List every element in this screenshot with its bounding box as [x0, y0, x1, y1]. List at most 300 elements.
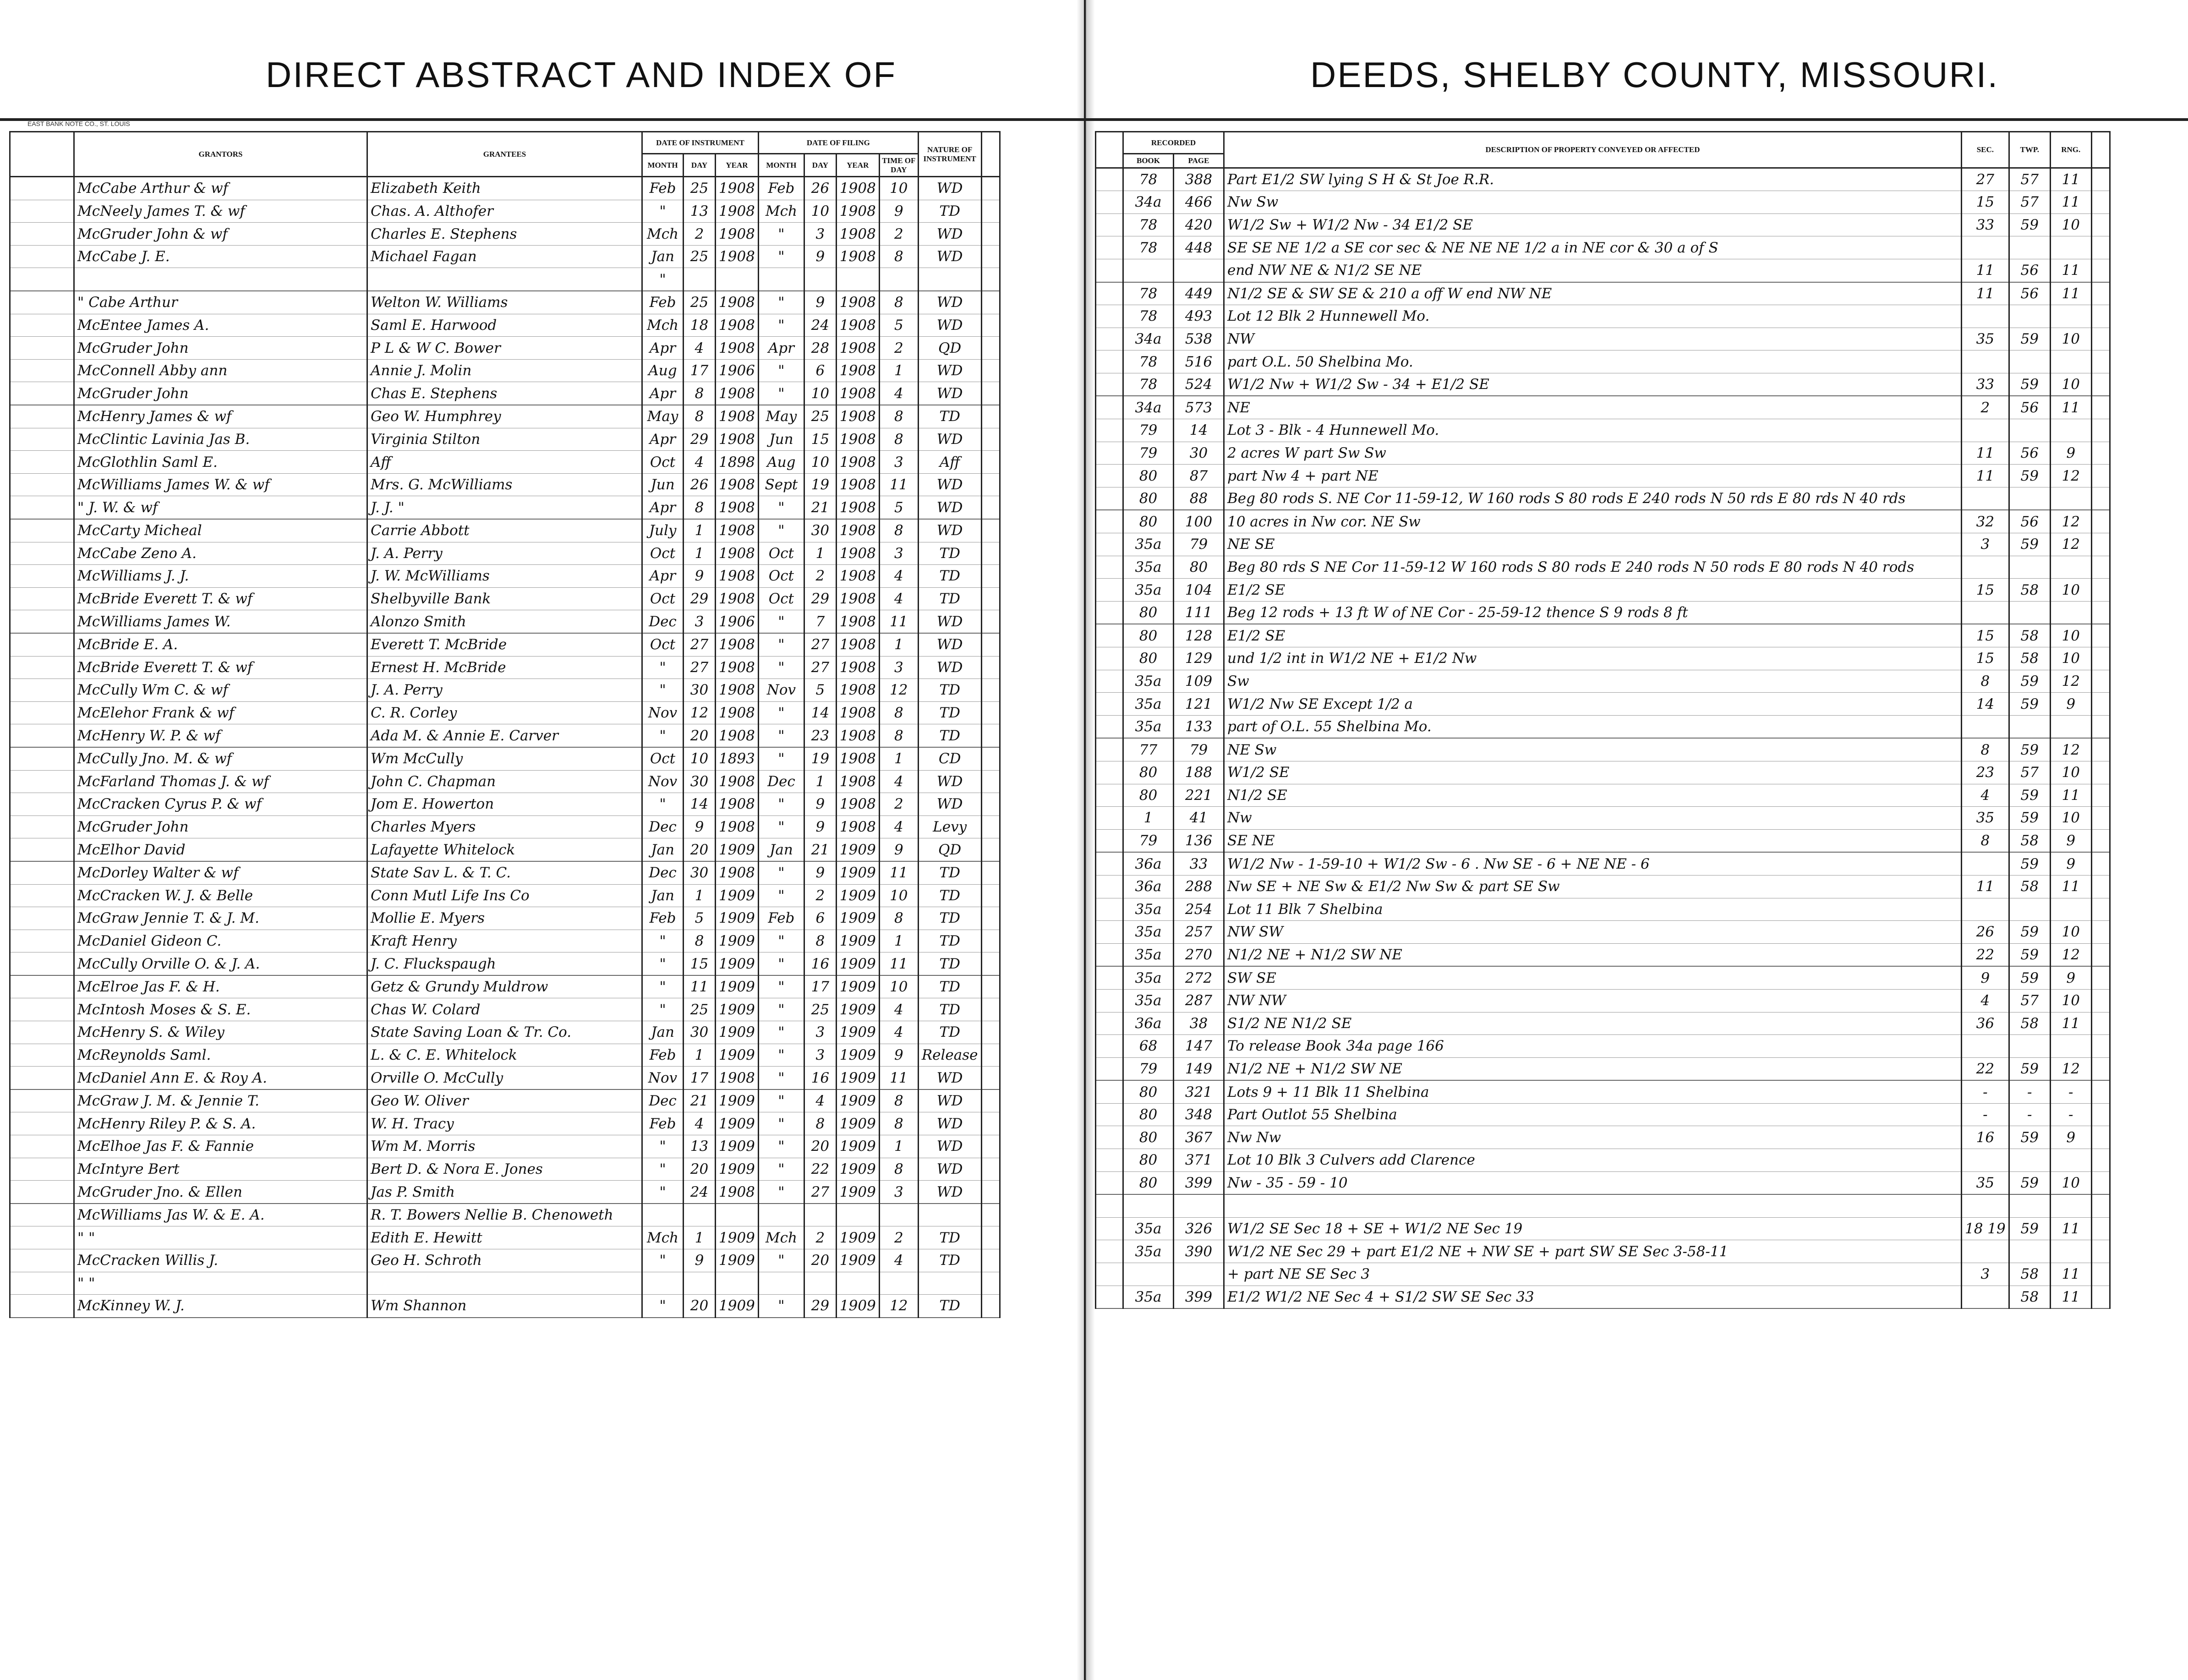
inst-day-cell: 14	[684, 793, 716, 816]
grantor-cell: McCarty Micheal	[74, 519, 367, 542]
filing-day-cell: 27	[804, 1181, 836, 1204]
margin-cell	[10, 565, 74, 588]
filing-month-cell: "	[758, 952, 804, 975]
spacer-cell	[981, 1181, 1000, 1204]
filing-year-cell: 1909	[836, 907, 879, 930]
twp-cell: 59	[2009, 465, 2050, 487]
description-cell: Lot 12 Blk 2 Hunnewell Mo.	[1224, 305, 1962, 328]
page-cell: 524	[1174, 373, 1224, 396]
filing-day-cell: 26	[804, 177, 836, 200]
rng-cell: 11	[2050, 875, 2091, 898]
spacer-cell	[981, 268, 1000, 291]
ledger-row	[1096, 601, 2110, 624]
rng-cell	[2050, 305, 2091, 328]
twp-cell: 59	[2009, 943, 2050, 966]
inst-year-cell: 1909	[716, 1089, 759, 1112]
page-cell	[1174, 1194, 1224, 1217]
inst-month-cell: Oct	[642, 451, 684, 474]
grantor-cell: McWilliams James W. & wf	[74, 473, 367, 496]
grantee-cell: Charles Myers	[367, 815, 642, 838]
filing-year-cell: 1908	[836, 177, 879, 200]
twp-cell: 59	[2009, 373, 2050, 396]
sec-cell	[1962, 601, 2009, 624]
grantor-cell: McCracken Cyrus P. & wf	[74, 793, 367, 816]
book-cell: 68	[1123, 1035, 1174, 1058]
filing-time-cell: 2	[879, 793, 918, 816]
inst-month-cell: "	[642, 793, 684, 816]
rng-cell: 11	[2050, 1217, 2091, 1240]
book-cell: 78	[1123, 282, 1174, 305]
book-header: BOOK	[1123, 154, 1174, 168]
spacer-cell	[981, 451, 1000, 474]
sec-cell: -	[1962, 1103, 2009, 1126]
nature-cell: Release	[918, 1044, 981, 1067]
book-cell: 80	[1123, 624, 1174, 647]
grantee-cell: Michael Fagan	[367, 245, 642, 268]
inst-day-cell: 27	[684, 633, 716, 656]
description-cell: N1/2 NE + N1/2 SW NE	[1224, 943, 1962, 966]
description-cell: Beg 80 rods S. NE Cor 11-59-12, W 160 rods S 80 rods E 240 rods N 50 rds E 80 rds N 40 rds	[1224, 487, 1962, 510]
spacer-cell	[981, 1249, 1000, 1272]
ledger-row	[1096, 966, 2110, 989]
printer-mark: EAST BANK NOTE CO., ST. LOUIS	[27, 120, 130, 127]
spacer-cell	[2091, 236, 2110, 259]
filing-year-cell: 1908	[836, 496, 879, 519]
book-cell: 80	[1123, 761, 1174, 784]
filing-month-cell: Nov	[758, 679, 804, 702]
rng-cell: 11	[2050, 191, 2091, 214]
ledger-row	[1096, 1035, 2110, 1058]
grantee-cell: Elizabeth Keith	[367, 177, 642, 200]
left-page-title: DIRECT ABSTRACT AND INDEX OF	[266, 55, 897, 95]
margin-cell	[1096, 350, 1123, 373]
filing-time-cell: 8	[879, 724, 918, 747]
margin-col-header	[10, 132, 74, 177]
inst-month-cell	[642, 1272, 684, 1295]
inst-month-cell: Feb	[642, 907, 684, 930]
margin-cell	[1096, 784, 1123, 807]
filing-day-cell: 17	[804, 975, 836, 998]
margin-cell	[10, 473, 74, 496]
grantee-cell: Wm McCully	[367, 747, 642, 770]
book-cell: 80	[1123, 1126, 1174, 1149]
nature-cell: WD	[918, 496, 981, 519]
grantor-cell: McGruder Jno. & Ellen	[74, 1181, 367, 1204]
nature-cell: TD	[918, 724, 981, 747]
sec-cell: 3	[1962, 533, 2009, 556]
margin-cell	[1096, 487, 1123, 510]
rng-cell	[2050, 601, 2091, 624]
filing-month-cell: "	[758, 861, 804, 884]
filing-time-cell: 8	[879, 291, 918, 314]
ledger-row	[10, 747, 1000, 770]
ledger-row	[1096, 259, 2110, 282]
grantor-cell: McGruder John	[74, 382, 367, 405]
grantee-cell: J. J. "	[367, 496, 642, 519]
filing-year-cell: 1908	[836, 223, 879, 246]
book-cell: 79	[1123, 442, 1174, 465]
rng-cell: 12	[2050, 1057, 2091, 1080]
twp-cell: 58	[2009, 1012, 2050, 1035]
book-cell: 78	[1123, 213, 1174, 236]
filing-day-cell: 29	[804, 587, 836, 610]
margin-cell	[1096, 852, 1123, 875]
filing-day-cell: 9	[804, 291, 836, 314]
inst-day-cell	[684, 1272, 716, 1295]
margin-cell	[10, 952, 74, 975]
sec-cell: 22	[1962, 1057, 2009, 1080]
twp-cell	[2009, 487, 2050, 510]
description-cell: W1/2 Nw + W1/2 Sw - 34 + E1/2 SE	[1224, 373, 1962, 396]
ledger-row	[10, 1135, 1000, 1158]
filing-time-cell: 10	[879, 884, 918, 907]
spacer-cell	[981, 815, 1000, 838]
ledger-row	[10, 633, 1000, 656]
filing-year-cell: 1908	[836, 815, 879, 838]
twp-cell: 57	[2009, 989, 2050, 1012]
inst-day-header: DAY	[684, 154, 716, 177]
spacer-cell	[981, 200, 1000, 223]
filing-month-cell: Jan	[758, 838, 804, 861]
inst-year-cell: 1908	[716, 496, 759, 519]
spacer-cell	[2091, 784, 2110, 807]
book-cell: 35a	[1123, 715, 1174, 738]
filing-day-cell: 3	[804, 223, 836, 246]
filing-time-cell: 3	[879, 451, 918, 474]
inst-day-cell: 4	[684, 451, 716, 474]
inst-month-cell: Apr	[642, 337, 684, 360]
sec-cell: 9	[1962, 966, 2009, 989]
book-cell: 80	[1123, 1171, 1174, 1194]
book-cell: 80	[1123, 510, 1174, 533]
filing-time-cell: 1	[879, 359, 918, 382]
filing-year-cell: 1909	[836, 861, 879, 884]
sec-cell: 33	[1962, 213, 2009, 236]
margin-cell	[10, 382, 74, 405]
inst-year-cell: 1908	[716, 861, 759, 884]
filing-time-cell: 9	[879, 200, 918, 223]
description-cell: W1/2 SE Sec 18 + SE + W1/2 NE Sec 19	[1224, 1217, 1962, 1240]
inst-year-cell: 1909	[716, 1249, 759, 1272]
inst-day-cell: 1	[684, 1226, 716, 1249]
grantee-cell: Edith E. Hewitt	[367, 1226, 642, 1249]
margin-cell	[10, 1295, 74, 1318]
inst-month-cell: Apr	[642, 382, 684, 405]
nature-cell: WD	[918, 793, 981, 816]
grantor-cell: McCully Wm C. & wf	[74, 679, 367, 702]
filing-time-cell: 11	[879, 861, 918, 884]
description-cell: NE	[1224, 396, 1962, 419]
nature-cell: TD	[918, 952, 981, 975]
inst-month-cell: "	[642, 1135, 684, 1158]
filing-time-cell: 2	[879, 223, 918, 246]
inst-month-cell: Dec	[642, 1089, 684, 1112]
margin-cell	[10, 1181, 74, 1204]
book-cell	[1123, 1194, 1174, 1217]
margin-cell	[1096, 1240, 1123, 1263]
spacer-cell	[981, 337, 1000, 360]
inst-year-cell: 1908	[716, 679, 759, 702]
ledger-row	[10, 701, 1000, 724]
grantee-cell: J. W. McWilliams	[367, 565, 642, 588]
filing-day-cell: 24	[804, 314, 836, 337]
grantor-cell: McGraw Jennie T. & J. M.	[74, 907, 367, 930]
spacer-cell	[981, 177, 1000, 200]
nature-cell: TD	[918, 1295, 981, 1318]
page-cell	[1174, 1263, 1224, 1286]
spacer-cell	[981, 1044, 1000, 1067]
margin-cell	[1096, 419, 1123, 442]
ledger-row	[10, 542, 1000, 565]
filing-time-cell: 4	[879, 998, 918, 1021]
inst-month-header: MONTH	[642, 154, 684, 177]
grantor-cell: McCracken Willis J.	[74, 1249, 367, 1272]
margin-cell	[10, 679, 74, 702]
spacer-cell	[981, 838, 1000, 861]
filing-day-cell: 20	[804, 1135, 836, 1158]
description-cell: NE Sw	[1224, 738, 1962, 761]
ledger-row	[10, 1158, 1000, 1181]
rng-cell: 10	[2050, 989, 2091, 1012]
margin-cell	[1096, 989, 1123, 1012]
inst-day-cell: 5	[684, 907, 716, 930]
margin-cell	[10, 314, 74, 337]
spacer-cell	[981, 565, 1000, 588]
filing-day-cell: 9	[804, 793, 836, 816]
sec-cell: 15	[1962, 191, 2009, 214]
inst-day-cell: 13	[684, 1135, 716, 1158]
margin-cell	[1096, 1126, 1123, 1149]
description-cell: N1/2 SE & SW SE & 210 a off W end NW NE	[1224, 282, 1962, 305]
filing-day-cell: 10	[804, 200, 836, 223]
ledger-row	[1096, 693, 2110, 716]
margin-cell	[1096, 1035, 1123, 1058]
inst-day-cell: 29	[684, 587, 716, 610]
inst-month-cell: Dec	[642, 815, 684, 838]
twp-cell: 59	[2009, 784, 2050, 807]
sec-cell: 35	[1962, 328, 2009, 350]
sec-cell: 36	[1962, 1012, 2009, 1035]
rng-cell	[2050, 1194, 2091, 1217]
filing-time-cell: 1	[879, 1135, 918, 1158]
inst-year-cell: 1908	[716, 656, 759, 679]
inst-day-cell: 9	[684, 1249, 716, 1272]
inst-day-cell: 1	[684, 884, 716, 907]
filing-time-cell: 5	[879, 496, 918, 519]
inst-year-cell: 1909	[716, 930, 759, 952]
inst-year-cell: 1908	[716, 815, 759, 838]
description-cell: E1/2 W1/2 NE Sec 4 + S1/2 SW SE Sec 33	[1224, 1286, 1962, 1308]
ledger-row	[10, 1249, 1000, 1272]
sec-cell: 33	[1962, 373, 2009, 396]
inst-year-cell: 1908	[716, 291, 759, 314]
twp-cell	[2009, 1240, 2050, 1263]
description-cell: part O.L. 50 Shelbina Mo.	[1224, 350, 1962, 373]
ledger-row	[1096, 738, 2110, 761]
grantor-cell: McWilliams J. J.	[74, 565, 367, 588]
spacer-cell	[981, 542, 1000, 565]
inst-year-cell: 1908	[716, 565, 759, 588]
sec-header: SEC.	[1962, 132, 2009, 168]
filing-year-cell: 1908	[836, 314, 879, 337]
filing-month-cell: "	[758, 1135, 804, 1158]
inst-month-cell: Apr	[642, 496, 684, 519]
inst-year-cell: 1909	[716, 1135, 759, 1158]
inst-month-cell: "	[642, 200, 684, 223]
inst-year-cell: 1909	[716, 907, 759, 930]
ledger-row	[10, 770, 1000, 793]
margin-cell	[1096, 236, 1123, 259]
inst-year-header: YEAR	[716, 154, 759, 177]
filing-year-cell: 1908	[836, 451, 879, 474]
margin-cell	[10, 1204, 74, 1226]
filing-day-cell: 10	[804, 382, 836, 405]
ledger-row	[1096, 1149, 2110, 1172]
inst-day-cell: 30	[684, 770, 716, 793]
nature-cell: WD	[918, 1158, 981, 1181]
filing-day-cell: 19	[804, 747, 836, 770]
page-cell: 466	[1174, 191, 1224, 214]
margin-cell	[1096, 305, 1123, 328]
inst-year-cell: 1908	[716, 428, 759, 451]
inst-month-cell: "	[642, 998, 684, 1021]
grantee-cell: Lafayette Whitelock	[367, 838, 642, 861]
filing-day-cell	[804, 1272, 836, 1295]
spacer-cell	[2091, 1149, 2110, 1172]
ledger-row	[1096, 579, 2110, 602]
spacer-cell	[2091, 1126, 2110, 1149]
page-cell: 33	[1174, 852, 1224, 875]
filing-time-cell: 8	[879, 405, 918, 428]
spacer-cell	[2091, 738, 2110, 761]
margin-cell	[1096, 943, 1123, 966]
inst-year-cell: 1908	[716, 1067, 759, 1089]
ledger-row	[1096, 1240, 2110, 1263]
nature-cell: WD	[918, 245, 981, 268]
filing-time-cell: 8	[879, 519, 918, 542]
grantee-cell: Shelbyville Bank	[367, 587, 642, 610]
nature-cell: TD	[918, 565, 981, 588]
ledger-row	[1096, 442, 2110, 465]
filing-time-cell: 4	[879, 1249, 918, 1272]
spacer-cell	[2091, 1217, 2110, 1240]
grantee-cell: Mollie E. Myers	[367, 907, 642, 930]
rng-cell: 11	[2050, 1286, 2091, 1308]
rng-cell	[2050, 556, 2091, 579]
inst-day-cell: 9	[684, 815, 716, 838]
filing-day-cell: 21	[804, 838, 836, 861]
margin-cell	[10, 1249, 74, 1272]
filing-time-header: TIME OF DAY	[879, 154, 918, 177]
book-cell: 78	[1123, 350, 1174, 373]
filing-time-cell: 1	[879, 747, 918, 770]
grantor-cell: McBride E. A.	[74, 633, 367, 656]
margin-cell	[10, 838, 74, 861]
inst-day-cell: 27	[684, 656, 716, 679]
filing-day-cell: 27	[804, 656, 836, 679]
rng-cell: 10	[2050, 807, 2091, 830]
sec-cell: 32	[1962, 510, 2009, 533]
margin-cell	[1096, 647, 1123, 670]
page-cell: 79	[1174, 533, 1224, 556]
description-cell: Nw - 35 - 59 - 10	[1224, 1171, 1962, 1194]
ledger-row	[1096, 715, 2110, 738]
book-cell: 35a	[1123, 579, 1174, 602]
margin-cell	[1096, 921, 1123, 944]
twp-cell: 58	[2009, 647, 2050, 670]
grantee-cell: John C. Chapman	[367, 770, 642, 793]
margin-cell	[1096, 1080, 1123, 1103]
inst-year-cell: 1909	[716, 1226, 759, 1249]
ledger-row	[1096, 647, 2110, 670]
nature-cell: QD	[918, 337, 981, 360]
sec-cell: 11	[1962, 442, 2009, 465]
inst-month-cell: Apr	[642, 565, 684, 588]
spacer-cell	[981, 1135, 1000, 1158]
grantee-cell: Mrs. G. McWilliams	[367, 473, 642, 496]
page-cell: 538	[1174, 328, 1224, 350]
rng-cell: 10	[2050, 373, 2091, 396]
nature-cell: TD	[918, 975, 981, 998]
grantee-cell: L. & C. E. Whitelock	[367, 1044, 642, 1067]
spacer-cell	[2091, 213, 2110, 236]
filing-month-cell: Oct	[758, 565, 804, 588]
ledger-row	[1096, 510, 2110, 533]
nature-cell: CD	[918, 747, 981, 770]
twp-cell: 58	[2009, 624, 2050, 647]
ledger-row	[1096, 875, 2110, 898]
filing-year-cell: 1909	[836, 930, 879, 952]
spacer-cell	[981, 1272, 1000, 1295]
filing-month-cell: "	[758, 1021, 804, 1044]
grantor-cell: McGruder John & wf	[74, 223, 367, 246]
grantee-cell: Jas P. Smith	[367, 1181, 642, 1204]
book-cell: 36a	[1123, 852, 1174, 875]
filing-year-cell: 1908	[836, 724, 879, 747]
spacer-cell	[2091, 966, 2110, 989]
ledger-row	[10, 405, 1000, 428]
sec-cell: 15	[1962, 579, 2009, 602]
grantor-cell: McEntee James A.	[74, 314, 367, 337]
grantee-cell: Jom E. Howerton	[367, 793, 642, 816]
rng-cell: 9	[2050, 1126, 2091, 1149]
filing-time-cell: 10	[879, 177, 918, 200]
spacer-cell	[2091, 419, 2110, 442]
margin-cell	[10, 998, 74, 1021]
filing-day-cell: 4	[804, 1089, 836, 1112]
description-cell: W1/2 Nw - 1-59-10 + W1/2 Sw - 6 . Nw SE - 6 + NE NE - 6	[1224, 852, 1962, 875]
ledger-row	[10, 1067, 1000, 1089]
book-cell: 35a	[1123, 533, 1174, 556]
spacer-cell	[981, 359, 1000, 382]
inst-day-cell: 24	[684, 1181, 716, 1204]
sec-cell	[1962, 852, 2009, 875]
filing-month-cell: Dec	[758, 770, 804, 793]
margin-cell	[10, 587, 74, 610]
ledger-row	[1096, 168, 2110, 191]
page-cell: 348	[1174, 1103, 1224, 1126]
ledger-row	[1096, 1194, 2110, 1217]
filing-time-cell	[879, 1272, 918, 1295]
margin-cell	[10, 177, 74, 200]
grantor-cell: McBride Everett T. & wf	[74, 656, 367, 679]
sec-cell: 22	[1962, 943, 2009, 966]
book-cell: 35a	[1123, 966, 1174, 989]
nature-cell: WD	[918, 314, 981, 337]
nature-header: NATURE OF INSTRUMENT	[918, 132, 981, 177]
page-cell: 399	[1174, 1171, 1224, 1194]
inst-day-cell: 17	[684, 1067, 716, 1089]
